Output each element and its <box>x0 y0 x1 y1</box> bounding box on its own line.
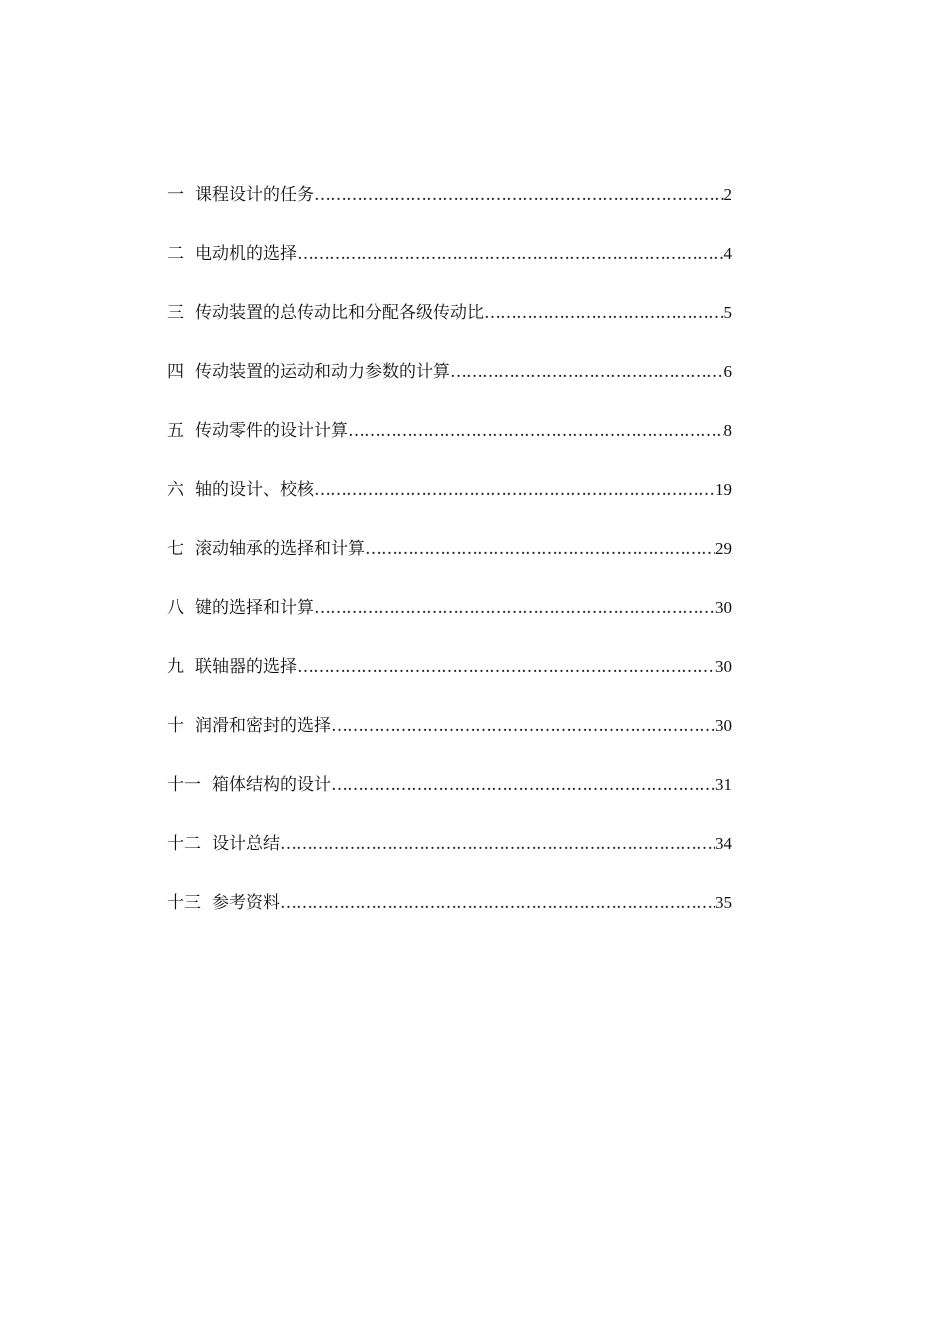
toc-dot-leader <box>450 358 724 386</box>
toc-dot-leader <box>331 771 715 799</box>
toc-entry-title: 电动机的选择 <box>195 244 297 264</box>
toc-dot-leader <box>314 594 715 622</box>
toc-entry-title: 传动装置的运动和动力参数的计算 <box>195 362 450 382</box>
toc-entry[interactable] <box>167 299 732 358</box>
toc-entry-number: 五 <box>167 421 184 441</box>
toc-entry-title: 联轴器的选择 <box>195 657 297 677</box>
toc-entry-page: 19 <box>715 480 732 499</box>
toc-entry[interactable] <box>167 417 732 476</box>
toc-entry-title: 键的选择和计算 <box>195 598 314 618</box>
toc-entry[interactable] <box>167 771 732 830</box>
toc-entry[interactable] <box>167 830 732 889</box>
toc-entry-number: 一 <box>167 185 184 205</box>
toc-entry[interactable] <box>167 240 732 299</box>
toc-dot-leader <box>484 299 724 327</box>
toc-entry-page: 4 <box>723 244 732 263</box>
toc-entry-title: 设计总结 <box>212 834 280 854</box>
toc-entry-page: 31 <box>715 775 732 794</box>
toc-entry-number: 十二 <box>167 834 201 854</box>
toc-entry-title: 箱体结构的设计 <box>212 775 331 795</box>
toc-entry-page: 8 <box>723 421 732 440</box>
toc-entry[interactable] <box>167 476 732 535</box>
toc-dot-leader <box>314 181 724 209</box>
toc-entry-title: 参考资料 <box>212 893 280 913</box>
table-of-contents <box>167 181 732 948</box>
toc-entry[interactable] <box>167 653 732 712</box>
toc-entry-number: 八 <box>167 598 184 618</box>
toc-dot-leader <box>297 653 715 681</box>
toc-dot-leader <box>365 535 715 563</box>
toc-entry-page: 5 <box>723 303 732 322</box>
toc-entry-title: 课程设计的任务 <box>195 185 314 205</box>
toc-entry-number: 二 <box>167 244 184 264</box>
toc-entry-number: 十三 <box>167 893 201 913</box>
toc-entry-number: 九 <box>167 657 184 677</box>
toc-entry-page: 30 <box>715 657 732 676</box>
toc-entry-page: 35 <box>715 893 732 912</box>
toc-entry-page: 30 <box>715 598 732 617</box>
toc-entry-page: 29 <box>715 539 732 558</box>
toc-entry[interactable] <box>167 889 732 948</box>
toc-entry[interactable] <box>167 358 732 417</box>
toc-entry-title: 轴的设计、校核 <box>195 480 314 500</box>
toc-dot-leader <box>297 240 724 268</box>
toc-entry-title: 滚动轴承的选择和计算 <box>195 539 365 559</box>
toc-dot-leader <box>314 476 715 504</box>
toc-dot-leader <box>331 712 715 740</box>
toc-entry[interactable] <box>167 181 732 240</box>
toc-entry[interactable] <box>167 712 732 771</box>
toc-entry-number: 六 <box>167 480 184 500</box>
toc-entry-page: 2 <box>723 185 732 204</box>
toc-entry-number: 十一 <box>167 775 201 795</box>
toc-entry-page: 6 <box>723 362 732 381</box>
toc-dot-leader <box>280 830 715 858</box>
toc-entry[interactable] <box>167 594 732 653</box>
toc-dot-leader <box>280 889 715 917</box>
toc-entry-number: 三 <box>167 303 184 323</box>
toc-dot-leader <box>348 417 724 445</box>
toc-entry-page: 34 <box>715 834 732 853</box>
toc-entry-title: 润滑和密封的选择 <box>195 716 331 736</box>
toc-entry[interactable] <box>167 535 732 594</box>
toc-entry-number: 十 <box>167 716 184 736</box>
toc-entry-title: 传动零件的设计计算 <box>195 421 348 441</box>
toc-entry-page: 30 <box>715 716 732 735</box>
toc-entry-number: 四 <box>167 362 184 382</box>
toc-entry-number: 七 <box>167 539 184 559</box>
toc-entry-title: 传动装置的总传动比和分配各级传动比 <box>195 303 484 323</box>
